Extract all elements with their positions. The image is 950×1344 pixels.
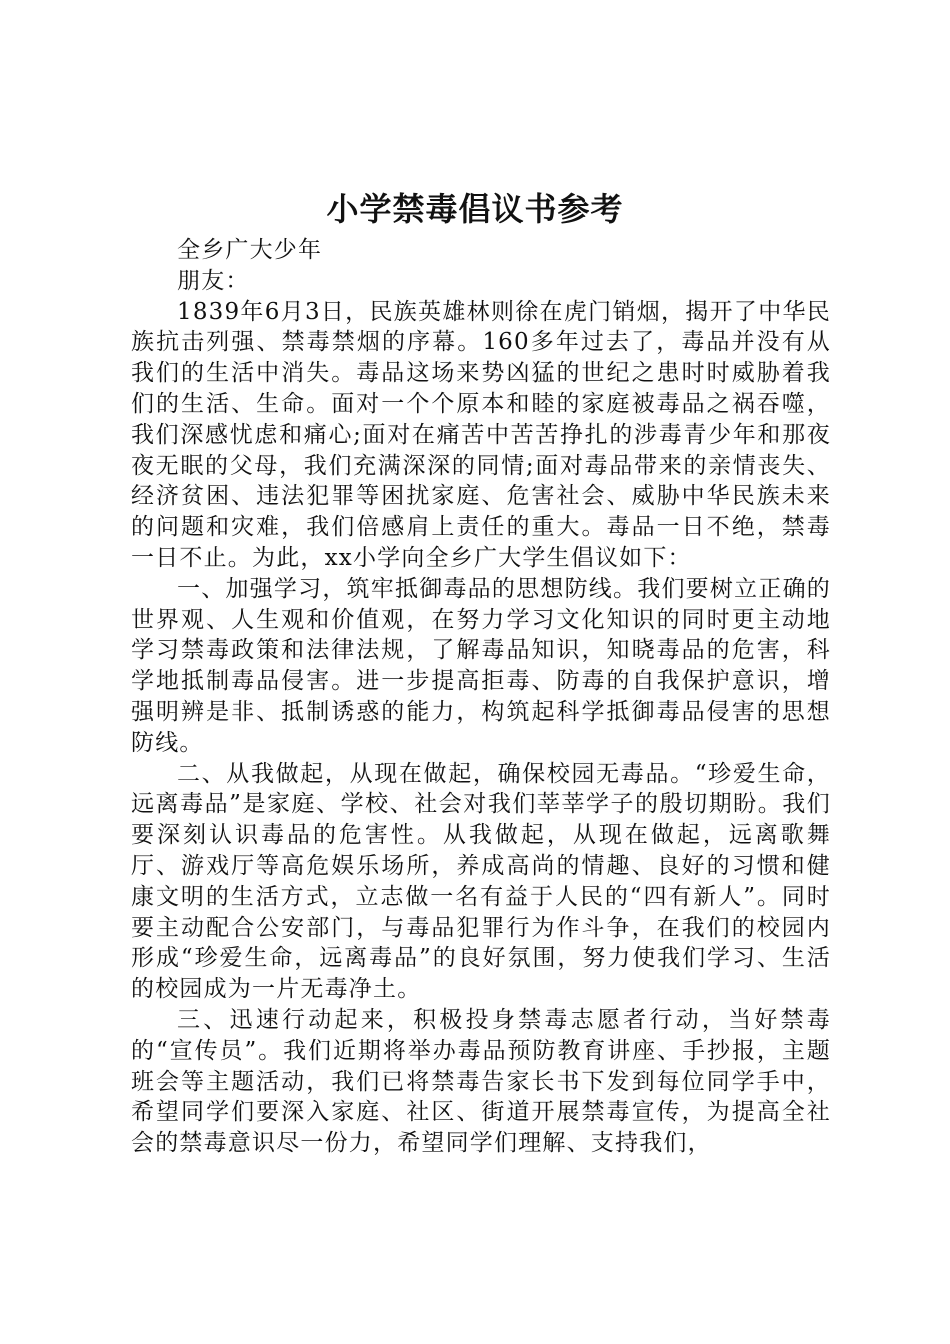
document-body	[131, 235, 831, 1159]
paragraph-point-2: 二、从我做起，从现在做起，确保校园无毒品。“珍爱生命，远离毒品”是家庭、学校、社会对我们莘莘学子的殷切期盼。我们要深刻认识毒品的危害性。从我做起，从现在做起，远离歌舞厅、游戏厅等高危娱乐场所，养成高尚的情趣、良好的习惯和健康文明的生活方式，立志做一名有益于人民的“四有新人”。同时要主动配合公安部门，与毒品犯罪行为作斗争，在我们的校园内形成“珍爱生命，远离毒品”的良好氛围，努力使我们学习、生活的校园成为一片无毒净土。	[131, 760, 831, 1003]
salutation-line-2: 朋友：	[177, 267, 250, 294]
paragraph-intro: 1839年6月3日，民族英雄林则徐在虎门销烟，揭开了中华民族抗击列强、禁毒禁烟的序幕。160多年过去了，毒品并没有从我们的生活中消失。毒品这场来势凶猛的世纪之患时时威胁着我们的生活、生命。面对一个个原本和睦的家庭被毒品之祸吞噬，我们深感忧虑和痛心;面对在痛苦中苦苦挣扎的涉毒青少年和那夜夜无眠的父母，我们充满深深的同情;面对毒品带来的亲情丧失、经济贫困、违法犯罪等困扰家庭、危害社会、威胁中华民族未来的问题和灾难，我们倍感肩上责任的重大。毒品一日不绝，禁毒一日不止。为此，xx小学向全乡广大学生倡议如下：	[131, 298, 831, 571]
document-title: 小学禁毒倡议书参考	[326, 190, 624, 228]
paragraph-point-1: 一、加强学习，筑牢抵御毒品的思想防线。我们要树立正确的世界观、人生观和价值观，在努力学习文化知识的同时更主动地学习禁毒政策和法律法规，了解毒品知识，知晓毒品的危害，科学地抵制毒品侵害。进一步提高拒毒、防毒的自我保护意识，增强明辨是非、抵制诱惑的能力，构筑起科学抵御毒品侵害的思想防线。	[131, 575, 831, 756]
salutation-line-1: 全乡广大少年	[177, 237, 323, 263]
paragraph-point-3: 三、迅速行动起来，积极投身禁毒志愿者行动，当好禁毒的“宣传员”。我们近期将举办毒品预防教育讲座、手抄报，主题班会等主题活动，我们已将禁毒告家长书下发到每位同学手中，希望同学们要深入家庭、社区、街道开展禁毒宣传，为提高全社会的禁毒意识尽一份力，希望同学们理解、支持我们，	[131, 1006, 831, 1157]
